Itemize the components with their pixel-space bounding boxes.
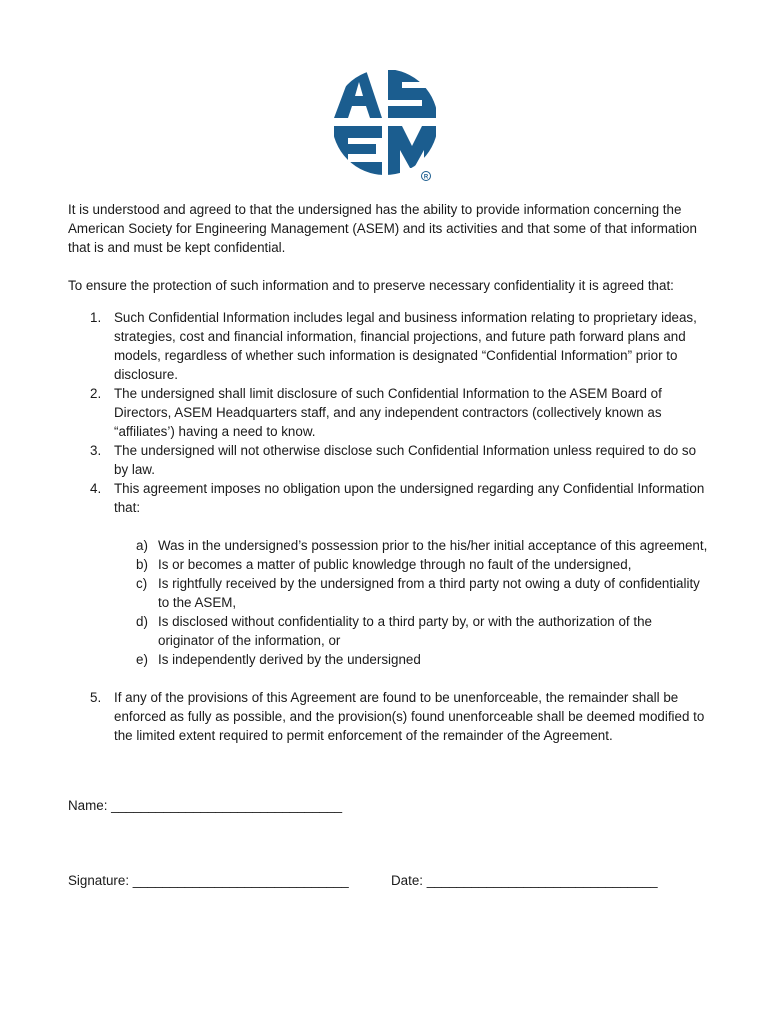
item-number: 3.	[90, 443, 102, 458]
sub-item-text: Is disclosed without confidentiality to a third party by, or with the authorization of the originator of the information, or	[158, 614, 652, 648]
item-text: If any of the provisions of this Agreement are found to be unenforceable, the remainder shall be enforced as fully as possible, and the provision(s) found unenforceable shall be deemed modified to the limited extent required to permit enforcement of the remainder of the Agreement.	[114, 690, 705, 743]
list-item	[68, 441, 708, 479]
sub-item-text: Was in the undersigned’s possession prior to the his/her initial acceptance of this agreement,	[158, 538, 708, 553]
sub-list-item	[114, 650, 708, 669]
sub-item-text: Is or becomes a matter of public knowledge through no fault of the undersigned,	[158, 557, 632, 572]
name-field[interactable]: Name: _______________________________	[68, 798, 343, 813]
item-number: 2.	[90, 386, 102, 401]
sub-list-item	[114, 612, 708, 650]
sub-list-item	[114, 574, 708, 612]
item-text: The undersigned will not otherwise disclose such Confidential Information unless required to do so by law.	[114, 443, 697, 477]
asem-logo-graphic	[330, 66, 440, 182]
agreement-body	[68, 200, 708, 745]
item-text: This agreement imposes no obligation upon the undersigned regarding any Confidential Information that:	[114, 481, 705, 515]
sub-list-item	[114, 555, 708, 574]
sub-item-letter: e)	[136, 652, 148, 667]
sub-item-letter: d)	[136, 614, 148, 629]
list-item	[68, 308, 708, 384]
sub-item-letter: c)	[136, 576, 148, 591]
sub-item-letter: a)	[136, 538, 148, 553]
sub-item-text: Is independently derived by the undersigned	[158, 652, 421, 667]
exceptions-list	[114, 536, 708, 669]
sub-list-item	[114, 536, 708, 555]
item-text: The undersigned shall limit disclosure of such Confidential Information to the ASEM Board of Directors, ASEM Headquarters staff, and any independent contractors (collectively known as “affiliates’) having a need to know.	[114, 386, 662, 439]
svg-text:R: R	[423, 174, 429, 181]
item-number: 4.	[90, 481, 102, 496]
intro-paragraph: It is understood and agreed to that the undersigned has the ability to provide information concerning the American Society for Engineering Management (ASEM) and its activities and that some of that information that is and must be kept confidential.	[68, 202, 697, 255]
signature-field[interactable]: Signature: _____________________________	[68, 873, 349, 888]
item-text: Such Confidential Information includes legal and business information relating to proprietary ideas, strategies, cost and financial information, financial projections, and future path forward plans and models, regardless of whether such information is designated “Confidential Information” prior to disclosure.	[114, 310, 697, 382]
sub-item-letter: b)	[136, 557, 148, 572]
list-item	[68, 479, 708, 669]
sub-item-text: Is rightfully received by the undersigned from a third party not owing a duty of confidentiality to the ASEM,	[158, 576, 700, 610]
item-number: 5.	[90, 690, 102, 705]
provisions-list	[68, 308, 708, 745]
list-item	[68, 688, 708, 745]
lead-paragraph: To ensure the protection of such information and to preserve necessary confidentiality it is agreed that:	[68, 278, 674, 293]
date-field[interactable]: Date: _______________________________	[391, 873, 658, 888]
asem-logo	[330, 66, 440, 182]
item-number: 1.	[90, 310, 102, 325]
list-item	[68, 384, 708, 441]
